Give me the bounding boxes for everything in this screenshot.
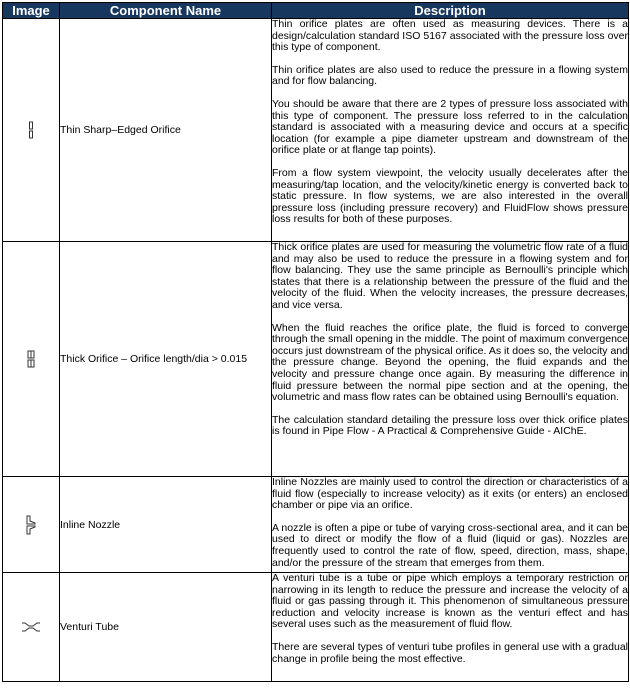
description-cell [272, 19, 629, 242]
description-cell [272, 242, 629, 477]
description-paragraph: When the fluid reaches the orifice plate, the fluid is forced to converge through the small opening in the middle. The point of maximum convergence occurs just downstream of the physical orifice. As it does so, the velocity and the pressure change. Beyond the opening, the fluid expands and the velocity and pressure change once again. By measuring the difference in fluid pressure between the normal pipe section and at the opening, the volumetric and mass flow rates can be obtained using Bernoulli's equation. [272, 321, 628, 404]
table-row [3, 19, 629, 242]
description-cell [272, 573, 629, 682]
component-name: Thick Orifice – Orifice length/dia > 0.015 [60, 242, 272, 477]
image-cell [3, 242, 60, 477]
header-component-name: Component Name [60, 3, 272, 19]
header-description: Description [272, 3, 629, 19]
image-cell [3, 477, 60, 573]
description-paragraph: There are several types of venturi tube profiles in general use with a gradual change in profile being the most effective. [272, 640, 628, 665]
table-row [3, 477, 629, 573]
table-row [3, 242, 629, 477]
inline-nozzle-icon [25, 515, 37, 535]
description-paragraph: Thin orifice plates are also used to reduce the pressure in a flowing system and for flow balancing. [272, 63, 628, 88]
component-name: Venturi Tube [60, 573, 272, 682]
component-name: Thin Sharp–Edged Orifice [60, 19, 272, 242]
thick-orifice-icon [26, 350, 36, 368]
description-paragraph: The calculation standard detailing the pressure loss over thick orifice plates is found in Pipe Flow - A Practical & Comprehensive Guide - AIChE. [272, 413, 628, 438]
header-image: Image [3, 3, 60, 19]
thin-orifice-icon [27, 121, 35, 139]
description-paragraph: A nozzle is often a pipe or tube of varying cross-sectional area, and it can be used to direct or modify the flow of a fluid (liquid or gas). Nozzles are frequently used to control the rate of flow, speed, direction, mass, shape, and/or the pressure of the stream that emerges from them. [272, 521, 628, 569]
description-paragraph: From a flow system viewpoint, the velocity usually decelerates after the measuring/tap location, and the velocity/kinetic energy is converted back to static pressure. In flow systems, we are also interested in the overall pressure loss (including pressure recovery) and FluidFlow shows pressure loss results for both of these purposes. [272, 166, 628, 226]
table-row [3, 573, 629, 682]
description-paragraph: You should be aware that there are 2 types of pressure loss associated with this type of component. The pressure loss referred to in the calculation standard is associated with a measuring device and occurs at a specific location (for example a pipe diameter upstream and downstream of the orifice plate or at flange tap points). [272, 97, 628, 157]
component-name: Inline Nozzle [60, 477, 272, 573]
description-paragraph: Thin orifice plates are often used as measuring devices. There is a design/calculation standard ISO 5167 associated with the pressure loss over this type of component. [272, 18, 628, 54]
description-paragraph: A venturi tube is a tube or pipe which employs a temporary restriction or narrowing in its length to reduce the pressure and increase the velocity of a fluid or gas passing through it. This phenomenon of simultaneous pressure reduction and velocity increase is known as the venturi effect and has several uses such as the measurement of fluid flow. [272, 572, 628, 631]
description-cell [272, 477, 629, 573]
description-paragraph: Thick orifice plates are used for measuring the volumetric flow rate of a fluid and may also be used to reduce the pressure in a flowing system and for flow balancing. They use the same principle as Bernoulli's principle which states that there is a relationship between the pressure of the fluid and the velocity of the fluid. When the velocity increases, the pressure decreases, and vice versa. [272, 241, 628, 311]
components-table [2, 2, 629, 682]
description-paragraph: Inline Nozzles are mainly used to control the direction or characteristics of a fluid flow (especially to increase velocity) as it exits (or enters) an enclosed chamber or pipe via an orifice. [272, 476, 628, 512]
image-cell [3, 573, 60, 682]
header-row [3, 3, 629, 19]
image-cell [3, 19, 60, 242]
venturi-tube-icon [21, 621, 41, 633]
